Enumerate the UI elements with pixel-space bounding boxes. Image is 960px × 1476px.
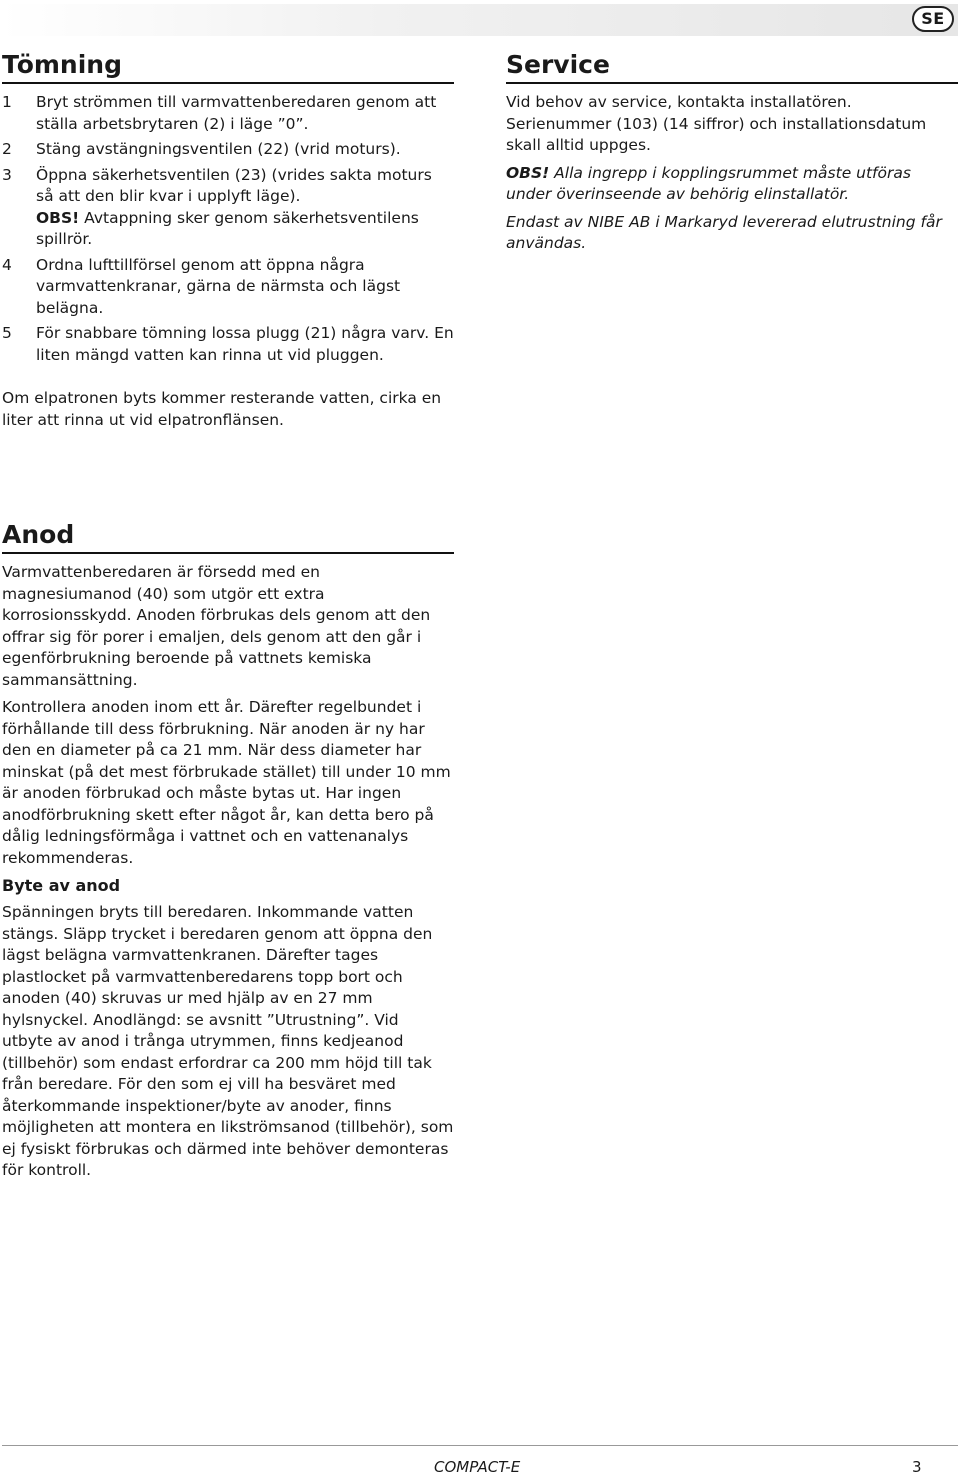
section-anod <box>2 520 454 1188</box>
anod-subheading: Byte av anod <box>2 876 121 895</box>
section-service <box>506 50 958 261</box>
step-text: Stäng avstängningsventilen (22) (vrid moturs). <box>36 140 401 158</box>
obs-label: OBS! <box>36 208 80 227</box>
anod-paragraph-3: Spänningen bryts till beredaren. Inkommande vatten stängs. Släpp trycket i beredaren genom att öppna den lägst belägna varmvattenkranen. Därefter tages plastlocket på varmvattenberedarens topp bort och anoden (40) skruvas ur med hjälp av en 27 mm hylsnyckel. Anodlängd: se avsnitt ”Utrustning”. Vid utbyte av anod i trånga utrymmen, finns kedjeanod (tillbehör) som endast erfordrar ca 200 mm höjd till tak från beredare. För den som ej vill ha besväret med återkommande inspektioner/byte av anoder, finns möjligheten att montera en likströmsanod (tillbehör), som ej fysiskt förbrukas och därmed inte behöver demonteras för kontroll. <box>2 903 454 1179</box>
step-item <box>2 92 454 135</box>
step-text: Ordna lufttillförsel genom att öppna några varmvattenkranar, gärna de närmsta och lägst belägna. <box>36 255 401 317</box>
step-number: 5 <box>2 324 12 342</box>
header-bar <box>0 4 958 36</box>
service-obs-paragraph <box>506 163 958 206</box>
step-item <box>2 165 454 251</box>
step-item <box>2 255 454 320</box>
step-item <box>2 323 454 366</box>
step-number: 3 <box>2 165 12 184</box>
section-tomning <box>2 50 454 370</box>
language-badge: SE <box>912 6 954 32</box>
step-text: Bryt strömmen till varmvattenberedaren genom att ställa arbetsbrytaren (2) i läge ”0”. <box>36 93 437 133</box>
step-text: Öppna säkerhetsventilen (23) (vrides sakta moturs så att den blir kvar i upplyft läge). <box>36 165 432 205</box>
service-paragraph: Vid behov av service, kontakta installatören. Serienummer (103) (14 siffror) och installationsdatum skall alltid uppges. <box>506 93 927 154</box>
step-number: 2 <box>2 140 12 158</box>
anod-paragraph-2: Kontrollera anoden inom ett år. Därefter regelbundet i förhållande till dess förbrukning. När anoden är ny har den en diameter på ca 21 mm. När dess diameter har minskat (på det mest förbrukade stället) till under 10 mm är anoden förbrukad och måste bytas ut. Har ingen anodförbrukning skett efter något år, kan detta bero på dålig ledningsförmåga i vattnet och en vattenanalys rekommenderas. <box>2 698 451 867</box>
step-item <box>2 139 454 161</box>
step-number: 1 <box>2 93 12 111</box>
section-title-anod: Anod <box>2 520 454 554</box>
step-number: 4 <box>2 255 12 274</box>
footer-document-name: COMPACT-E <box>434 1458 521 1476</box>
obs-label: OBS! <box>506 163 550 182</box>
section-title-service: Service <box>506 50 958 84</box>
tomning-note: Om elpatronen byts kommer resterande vatten, cirka en liter att rinna ut vid elpatronflänsen. <box>2 389 442 429</box>
anod-paragraph-1: Varmvattenberedaren är försedd med en magnesiumanod (40) som utgör ett extra korrosionsskydd. Anoden förbrukas dels genom att den offrar sig för porer i emaljen, dels genom att den går i egenförbrukning beroende på vattnets kemiska sammansättning. <box>2 563 431 689</box>
tomning-steps <box>2 92 454 366</box>
section-title-tomning: Tömning <box>2 50 454 84</box>
step-text: För snabbare tömning lossa plugg (21) några varv. En liten mängd vatten kan rinna ut vid pluggen. <box>36 324 454 364</box>
footer-page-number: 3 <box>912 1458 922 1476</box>
tomning-note-block <box>2 388 454 437</box>
service-note: Endast av NIBE AB i Markaryd levererad elutrustning får användas. <box>506 212 942 252</box>
obs-text: Avtappning sker genom säkerhetsventilens spillrör. <box>36 208 419 248</box>
footer-divider <box>2 1445 958 1446</box>
obs-text: Alla ingrepp i kopplingsrummet måste utföras under överinseende av behörig elinstallatör. <box>506 163 911 203</box>
